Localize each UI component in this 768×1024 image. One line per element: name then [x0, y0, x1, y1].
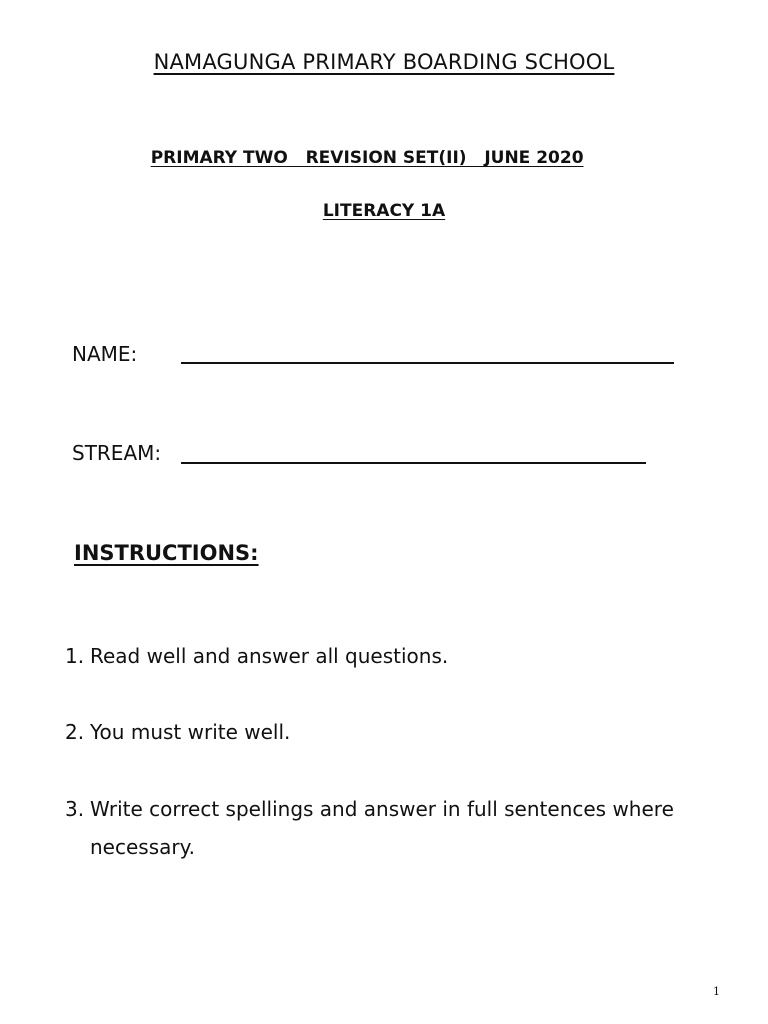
stream-label: STREAM:	[72, 441, 162, 465]
stream-blank-line[interactable]	[181, 462, 646, 464]
instruction-item-3	[65, 790, 725, 866]
instruction-text: Write correct spellings and answer in full sentences where necessary.	[90, 797, 674, 859]
instruction-number: 2.	[65, 720, 85, 744]
name-blank-line[interactable]	[181, 362, 674, 364]
revision-text: PRIMARY TWO REVISION SET(II) JUNE 2020	[150, 148, 584, 168]
instruction-number: 3.	[65, 797, 85, 821]
page-number: 1	[713, 985, 720, 998]
instruction-text: You must write well.	[90, 720, 291, 744]
instruction-number: 1.	[65, 644, 85, 668]
instruction-item-1	[65, 637, 725, 675]
name-field	[72, 342, 137, 366]
school-name: NAMAGUNGA PRIMARY BOARDING SCHOOL	[153, 50, 615, 74]
subject-title	[0, 201, 768, 221]
revision-line	[127, 128, 584, 188]
stream-field	[72, 441, 161, 465]
instruction-item-2	[65, 713, 725, 751]
instructions-heading: INSTRUCTIONS:	[74, 541, 259, 565]
subject-text: LITERACY 1A	[322, 201, 446, 221]
instruction-text: Read well and answer all questions.	[90, 644, 449, 668]
school-title	[0, 50, 768, 74]
name-label: NAME:	[72, 342, 138, 366]
